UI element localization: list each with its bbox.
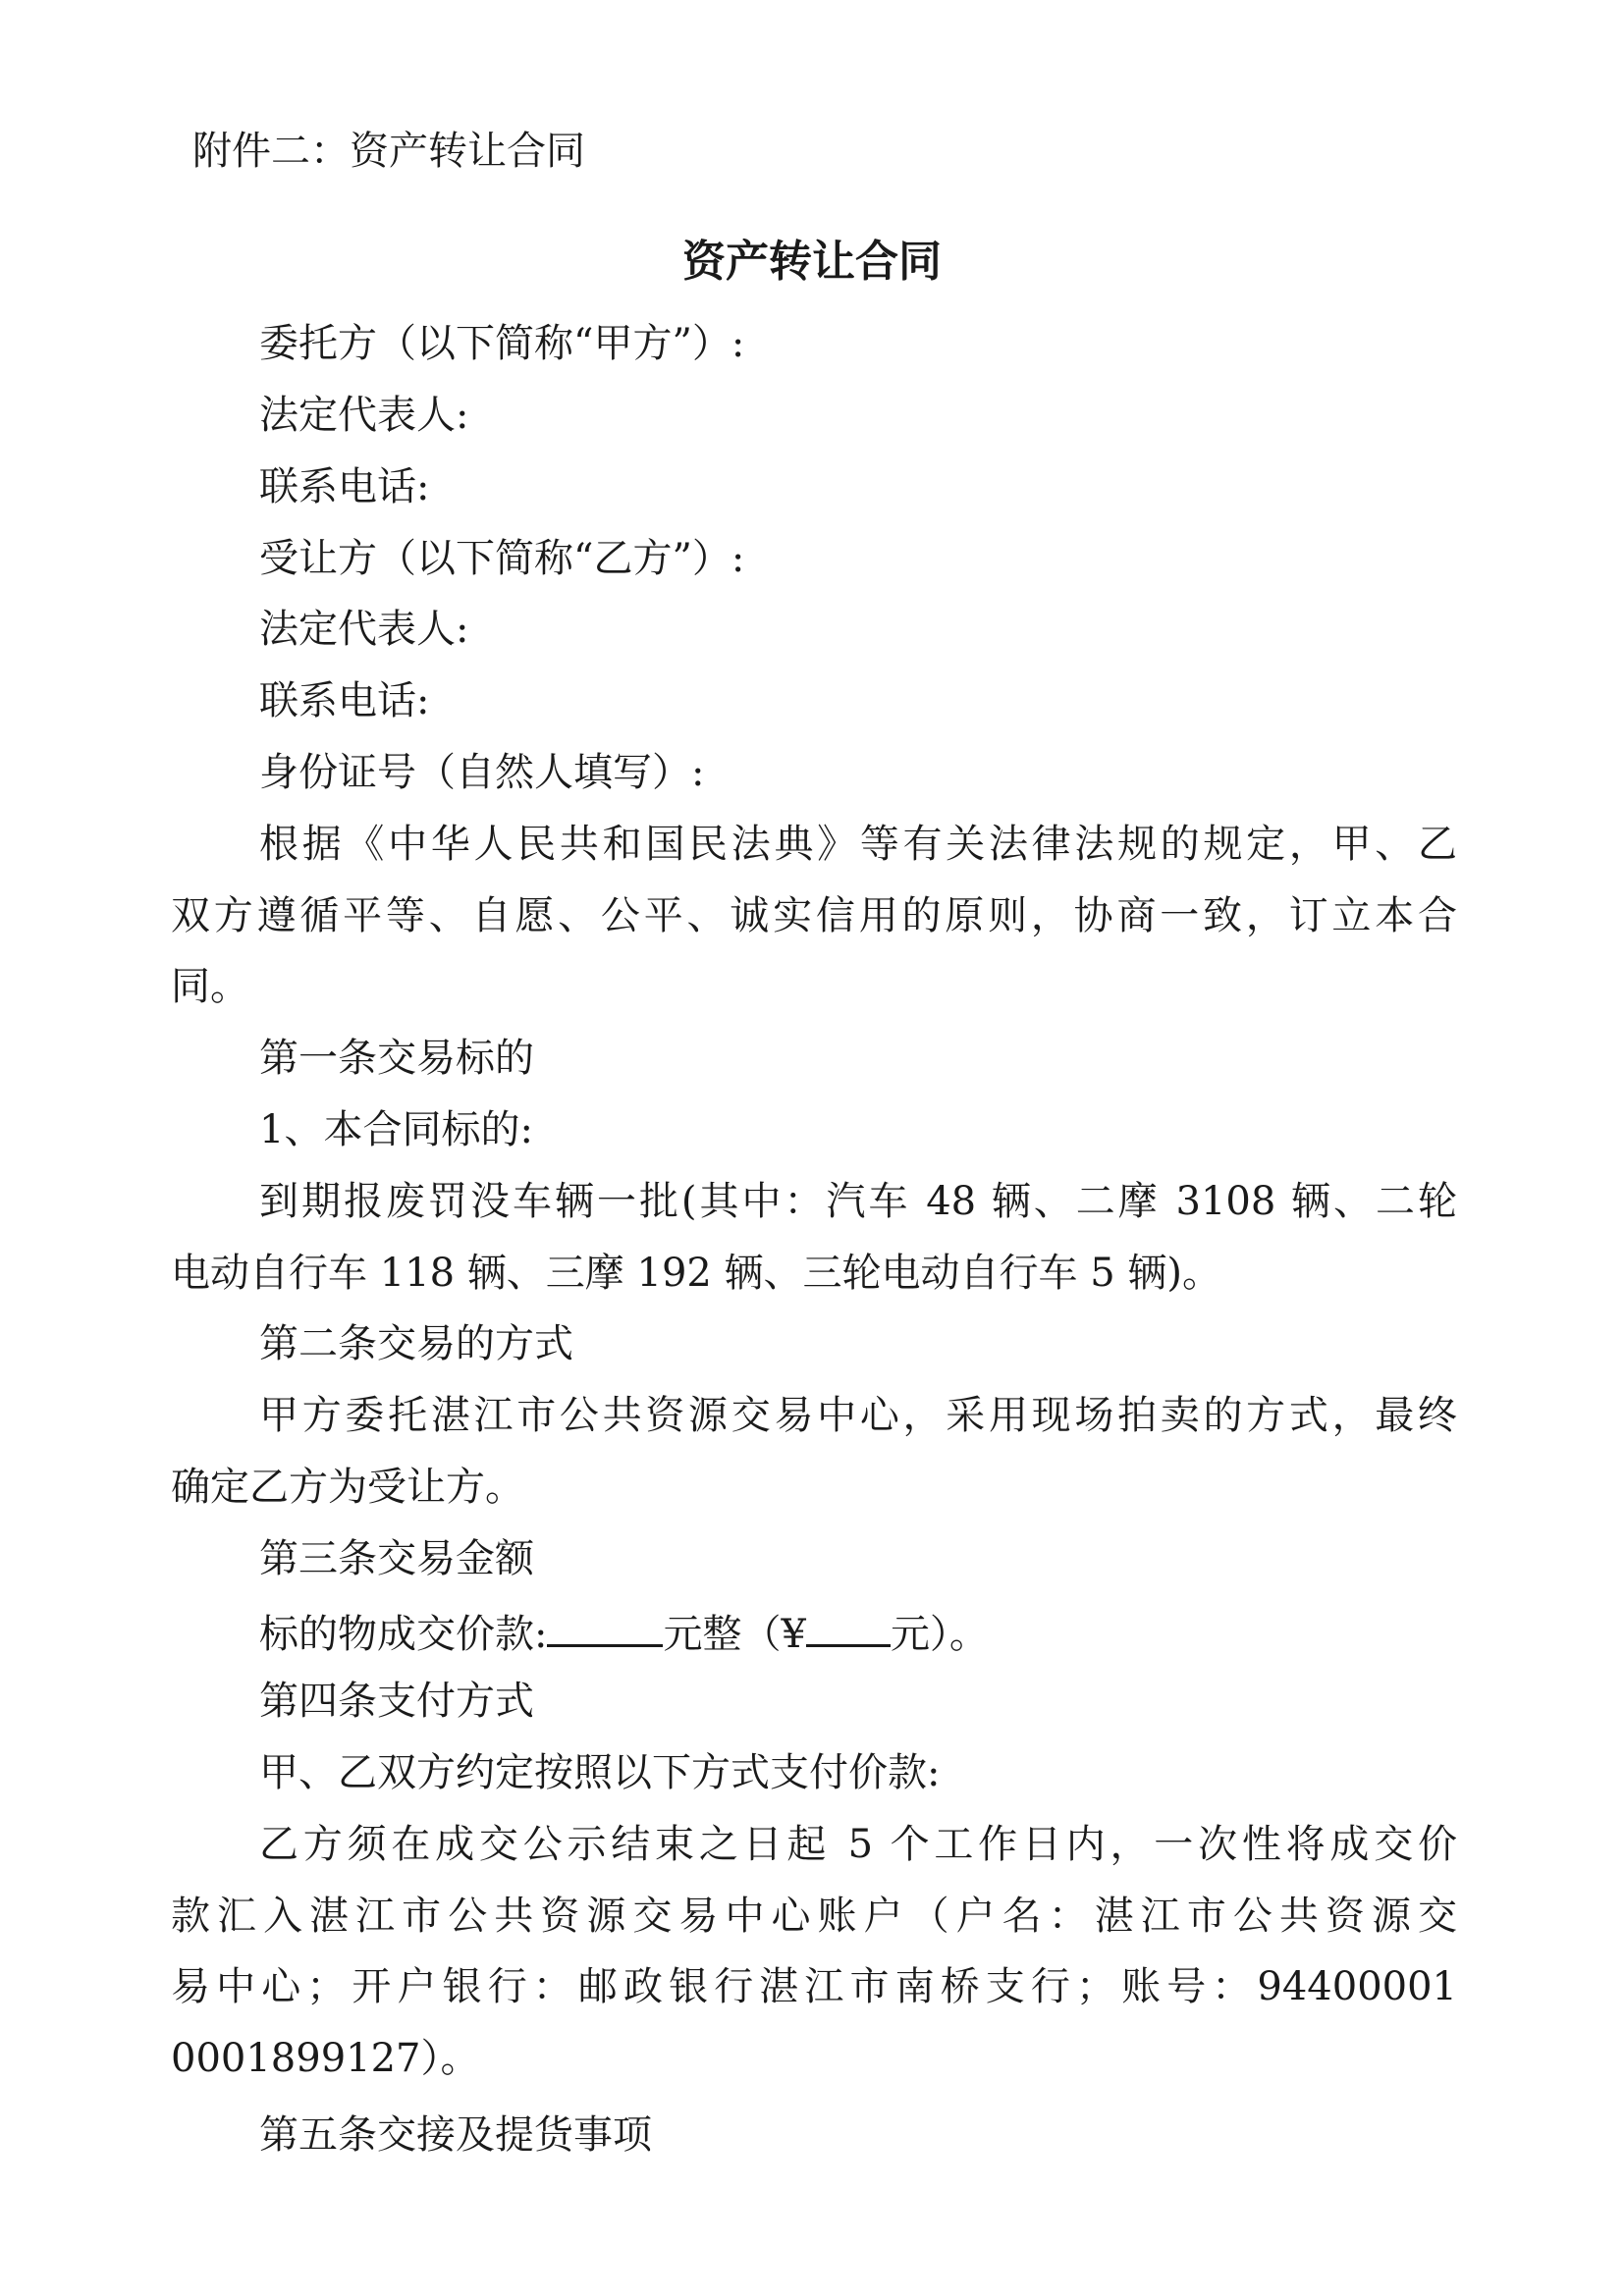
preamble-line: 根据《中华人民共和国民法典》等有关法律法规的规定，甲、乙 [259, 822, 1457, 867]
article-2-heading: 第二条交易的方式 [259, 1321, 573, 1366]
party-a-representative: 法定代表人: [259, 393, 469, 438]
party-a-label: 委托方（以下简称“甲方”）: [259, 321, 745, 366]
price-prefix: 标的物成交价款: [259, 1612, 548, 1657]
article-4-text: 易中心；开户银行：邮政银行湛江市南桥支行；账号：94400001 [171, 1964, 1457, 2009]
attachment-label: 附件二：资产转让合同 [192, 129, 585, 174]
preamble-line: 同。 [171, 964, 249, 1009]
article-1-text: 电动自行车 118 辆、三摩 192 辆、三轮电动自行车 5 辆)。 [171, 1251, 1222, 1296]
price-mid: 元整（¥ [663, 1612, 806, 1657]
article-4-text: 款汇入湛江市公共资源交易中心账户（户名：湛江市公共资源交 [171, 1894, 1457, 1939]
price-amount-blank [547, 1607, 663, 1647]
article-1-item: 1、本合同标的: [259, 1107, 533, 1152]
article-4-text: 0001899127）。 [171, 2036, 480, 2081]
price-suffix: 元）。 [890, 1612, 989, 1657]
article-3-heading: 第三条交易金额 [259, 1536, 534, 1581]
contract-title: 资产转让合同 [682, 237, 942, 287]
article-4-intro: 甲、乙双方约定按照以下方式支付价款: [259, 1750, 941, 1795]
article-2-text: 甲方委托湛江市公共资源交易中心，采用现场拍卖的方式，最终 [259, 1393, 1457, 1438]
article-1-text: 到期报废罚没车辆一批(其中：汽车 48 辆、二摩 3108 辆、二轮 [259, 1179, 1457, 1224]
article-4-heading: 第四条支付方式 [259, 1679, 534, 1724]
preamble-line: 双方遵循平等、自愿、公平、诚实信用的原则，协商一致，订立本合 [171, 893, 1457, 938]
article-2-text: 确定乙方为受让方。 [171, 1465, 524, 1510]
party-b-label: 受让方（以下简称“乙方”）: [259, 536, 745, 581]
article-4-text: 乙方须在成交公示结束之日起 5 个工作日内，一次性将成交价 [259, 1822, 1457, 1867]
article-3-price-line [259, 1607, 989, 1658]
party-b-phone: 联系电话: [259, 678, 430, 723]
party-b-id-number: 身份证号（自然人填写）: [259, 750, 705, 795]
party-b-representative: 法定代表人: [259, 607, 469, 652]
price-figure-blank [806, 1607, 891, 1647]
article-1-heading: 第一条交易标的 [259, 1036, 534, 1081]
article-5-heading: 第五条交接及提货事项 [259, 2112, 652, 2158]
party-a-phone: 联系电话: [259, 464, 430, 509]
